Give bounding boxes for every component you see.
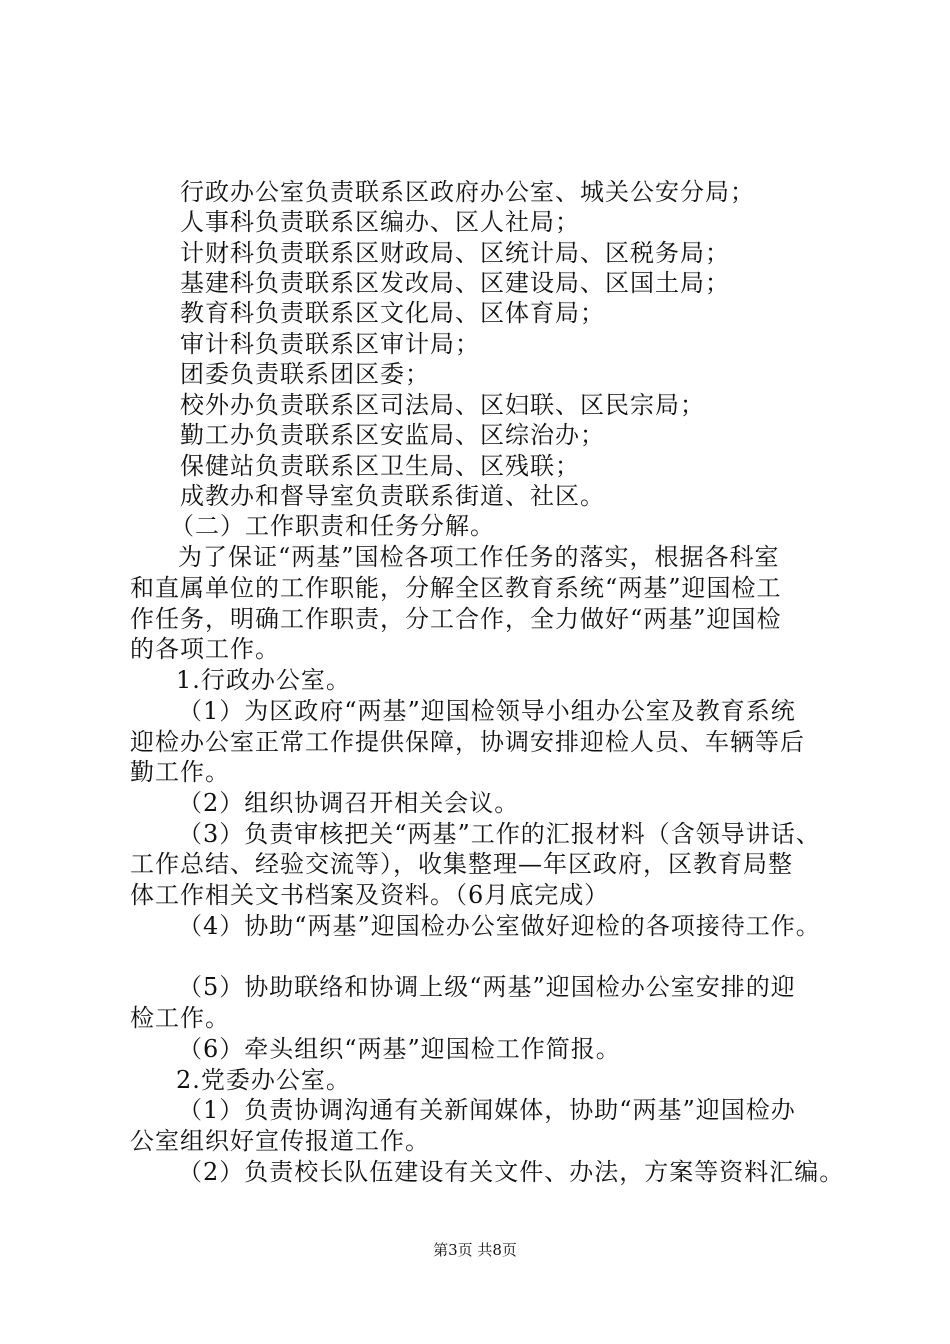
text-line: （1）为区政府“两基”迎国检领导小组办公室及教育系统 xyxy=(178,697,796,725)
text-line: 勤工作。 xyxy=(130,758,230,786)
text-line: 体工作相关文书档案及资料。（6月底完成） xyxy=(130,881,610,909)
text-line: （5）协助联络和协调上级“两基”迎国检办公室安排的迎 xyxy=(178,973,796,1001)
text-line: 迎检办公室正常工作提供保障，协调安排迎检人员、车辆等后 xyxy=(130,728,805,756)
text-line: 工作总结、经验交流等），收集整理—年区政府，区教育局整 xyxy=(130,850,793,878)
text-line: 教育科负责联系区文化局、区体育局； xyxy=(180,299,605,327)
text-line: 团委负责联系团区委； xyxy=(180,360,430,388)
text-line: 检工作。 xyxy=(130,1004,230,1032)
text-line: （4）协助“两基”迎国检办公室做好迎检的各项接待工作。 xyxy=(178,912,821,940)
text-line: （2）组织协调召开相关会议。 xyxy=(178,789,520,817)
section-heading: （二）工作职责和任务分解。 xyxy=(170,512,495,540)
text-line: 公室组织好宣传报道工作。 xyxy=(130,1127,430,1155)
text-line: 校外办负责联系区司法局、区妇联、区民宗局； xyxy=(180,391,705,419)
text-line: 审计科负责联系区审计局； xyxy=(180,330,480,358)
text-line: 为了保证“两基”国检各项工作任务的落实，根据各科室 xyxy=(178,543,780,571)
text-line: 和直属单位的工作职能，分解全区教育系统“两基”迎国检工 xyxy=(130,574,782,602)
text-line: 的各项工作。 xyxy=(130,635,280,663)
text-line: （1）负责协调沟通有关新闻媒体，协助“两基”迎国检办 xyxy=(178,1096,796,1124)
text-line: 勤工办负责联系区安监局、区综治办； xyxy=(180,421,605,449)
text-line: 基建科负责联系区发改局、区建设局、区国土局； xyxy=(180,269,730,297)
subsection-heading: 2.党委办公室。 xyxy=(176,1066,351,1094)
text-line: （3）负责审核把关“两基”工作的汇报材料（含领导讲话、 xyxy=(178,820,821,848)
subsection-heading: 1.行政办公室。 xyxy=(176,666,351,694)
text-line: 行政办公室负责联系区政府办公室、城关公安分局； xyxy=(180,178,755,206)
text-line: 人事科负责联系区编办、区人社局； xyxy=(180,208,580,236)
text-line: 保健站负责联系区卫生局、区残联； xyxy=(180,452,580,480)
page-number: 第3页 共8页 xyxy=(433,1241,517,1259)
text-line: 计财科负责联系区财政局、区统计局、区税务局； xyxy=(180,239,730,267)
text-line: （2）负责校长队伍建设有关文件、办法，方案等资料汇编。 xyxy=(178,1158,845,1186)
text-line: 作任务，明确工作职责，分工合作，全力做好“两基”迎国检 xyxy=(130,605,782,633)
text-line: （6）牵头组织“两基”迎国检工作简报。 xyxy=(178,1035,621,1063)
text-line: 成教办和督导室负责联系街道、社区。 xyxy=(180,482,605,510)
